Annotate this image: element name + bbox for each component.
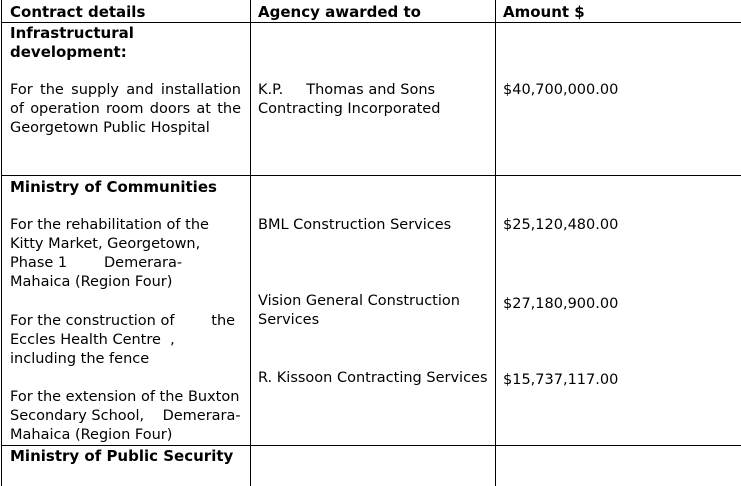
agency-name: BML Construction Services [258,217,452,233]
section-title-communities: Ministry of Communities [10,178,217,196]
header-amount: Amount $ [503,3,585,21]
contract-description: For the extension of the Buxton Secondary School, Demerara-Mahaica (Region Four) [10,389,245,443]
agency-name: R. Kissoon Contracting Services [258,370,488,386]
amount-value: $15,737,117.00 [503,372,619,388]
amount-value: $40,700,000.00 [503,82,619,98]
amount-value: $25,120,480.00 [503,217,619,233]
contract-description: For the construction of the Eccles Health Centre , including the fence [10,313,240,367]
agency-name: Vision General Construction Services [258,293,460,328]
amount-value: $27,180,900.00 [503,296,619,312]
row-divider-2 [2,445,741,446]
section-title-infrastructure: Infrastructural development: [10,24,134,61]
section-title-public-security: Ministry of Public Security [10,447,234,465]
agency-name: K.P. Thomas and Sons Contracting Incorporated [258,82,441,117]
contract-description: For the supply and installation of operation room doors at the Georgetown Public Hospital [10,82,241,136]
header-agency: Agency awarded to [258,3,421,21]
header-contract-details: Contract details [10,3,146,21]
contract-description: For the rehabilitation of the Kitty Market, Georgetown, Phase 1 Demerara-Mahaica (Region Four) [10,217,214,290]
header-divider [2,22,741,23]
row-divider-1 [2,175,741,176]
column-divider-1 [250,0,251,486]
contracts-table [1,0,741,486]
column-divider-2 [495,0,496,486]
